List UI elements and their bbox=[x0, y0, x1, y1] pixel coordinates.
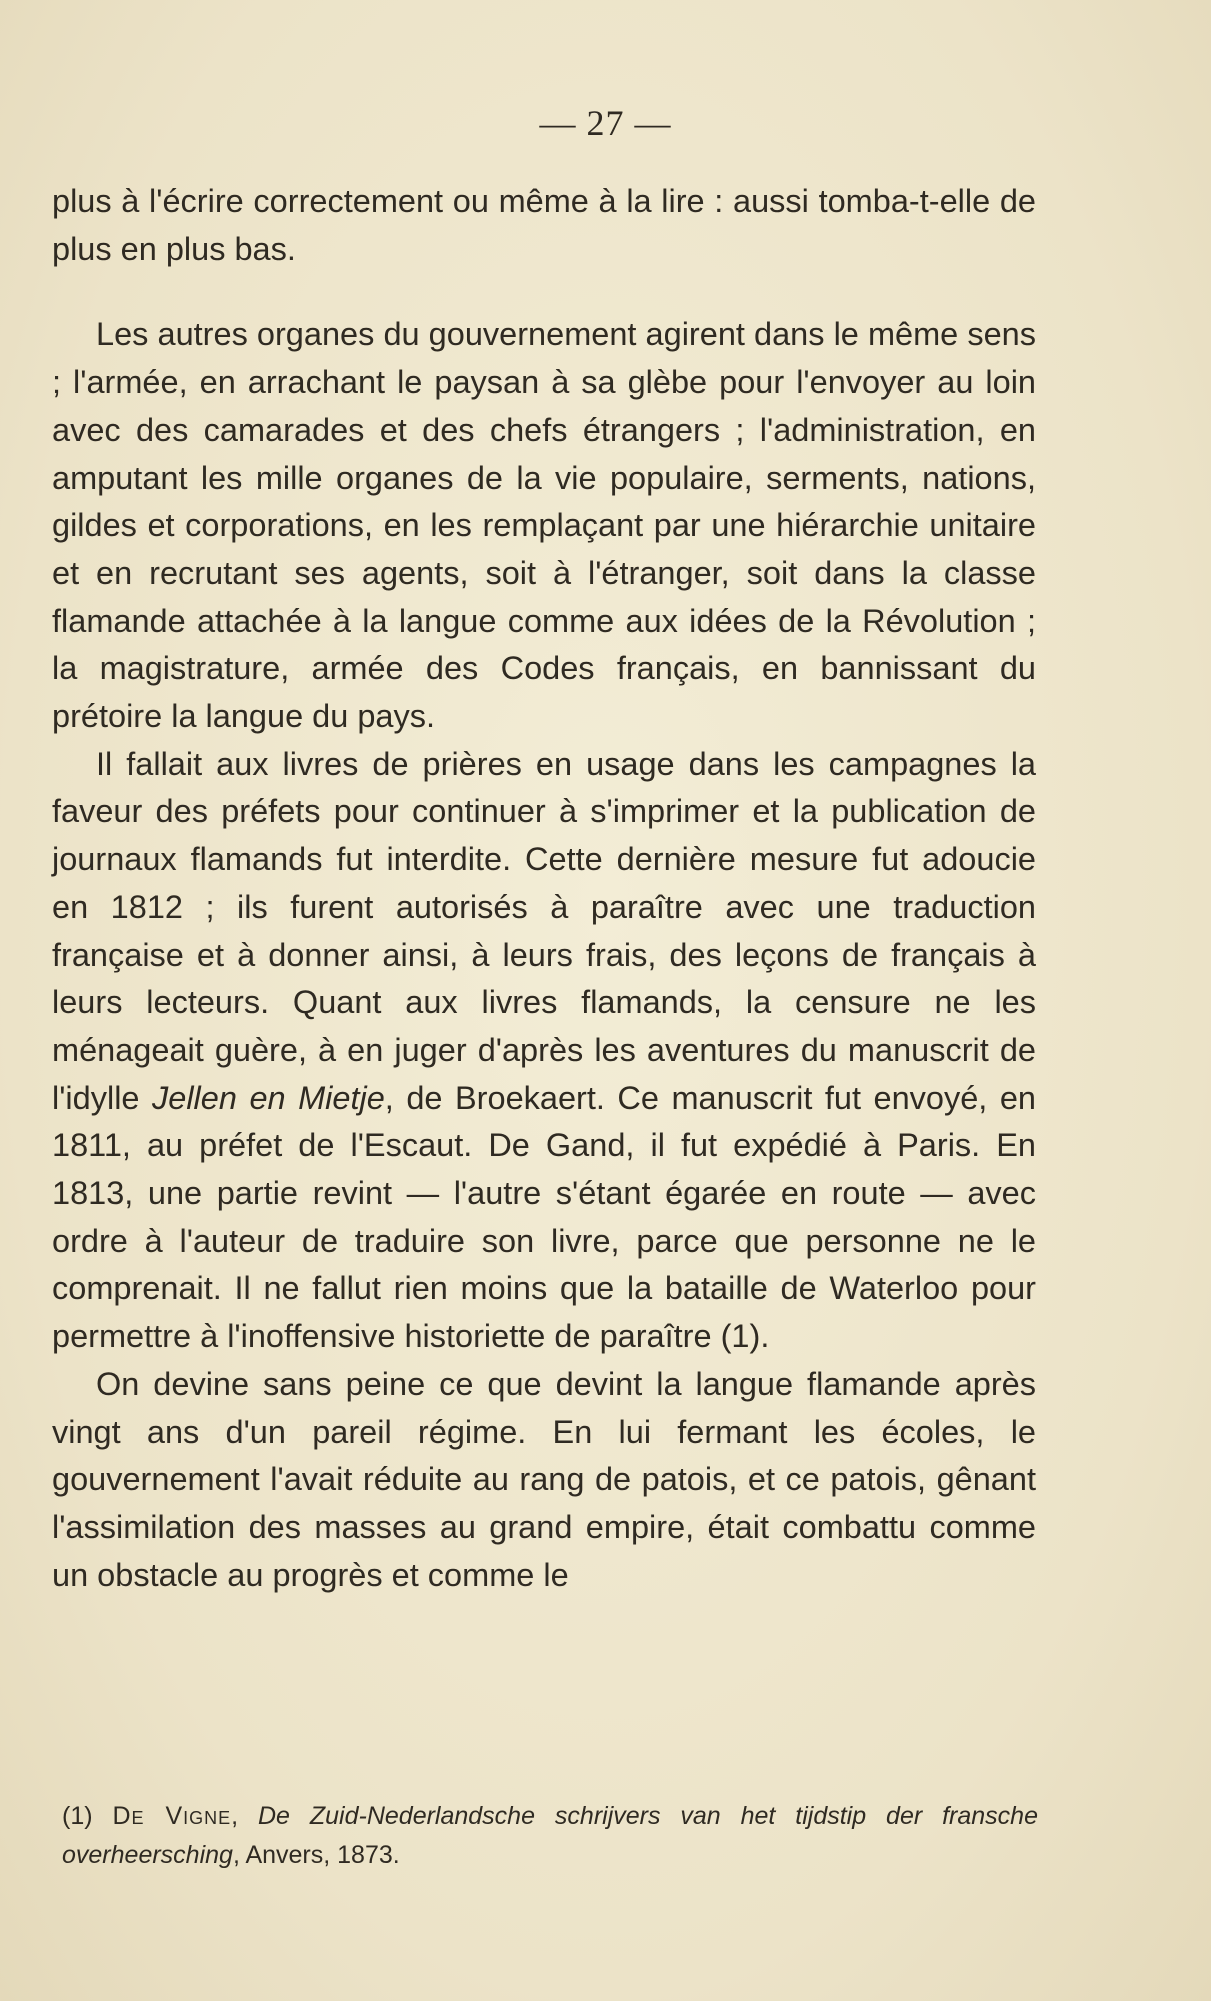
footnote-author: De Vigne bbox=[112, 1802, 232, 1830]
footnote-place: , Anvers, 1873. bbox=[232, 1841, 400, 1869]
body-text bbox=[52, 178, 1036, 1599]
idyll-title: Jellen en Mietje bbox=[152, 1079, 385, 1116]
paragraph-censorship bbox=[52, 741, 1036, 1361]
page-number: — 27 — bbox=[539, 103, 672, 143]
footnote-title: De Zuid-Nederlandsche schrijvers van het tijdstip der fransche overheersching bbox=[62, 1802, 1038, 1869]
paragraph-government-organs: Les autres organes du gouvernement agirent dans le même sens ; l'armée, en arrachant le paysan à sa glèbe pour l'envoyer au loin avec des camarades et des chefs étrangers ; l'administration, en amputant les mille organes de la vie populaire, serments, nations, gildes et corporations, en les remplaçant par une hiérarchie unitaire et en recrutant ses agents, soit à l'étranger, soit dans la classe flamande attachée à la langue comme aux idées de la Révolution ; la magistrature, armée des Codes français, en bannissant du prétoire la langue du pays. bbox=[52, 316, 1036, 735]
paragraph-flemish-language: On devine sans peine ce que devint la langue flamande après vingt ans d'un pareil régime. En lui fermant les écoles, le gouvernement l'avait réduite au rang de patois, et ce patois, gênant l'assimilation des masses au grand empire, était combattu comme un obstacle au progrès et comme le bbox=[52, 1365, 1036, 1593]
footnote-separator: , bbox=[231, 1802, 258, 1830]
paragraph-censorship-rest: , de Broekaert. Ce manuscrit fut envoyé, en 1811, au préfet de l'Escaut. De Gand, il fut expédié à Paris. En 1813, une partie revint — l'autre s'étant égarée en route — avec ordre à l'auteur de traduire son livre, parce que personne ne le comprenait. Il ne fallut rien moins que la bataille de Waterloo pour permettre à l'inoffensive historiette de paraître (1). bbox=[52, 1079, 1036, 1355]
paragraph-censorship-text: Il fallait aux livres de prières en usage dans les campagnes la faveur des préfets pour continuer à s'imprimer et la publication de journaux flamands fut interdite. Cette dernière mesure fut adoucie en 1812 ; ils furent autorisés à paraître avec une traduction française et à donner ainsi, à leurs frais, des leçons de français à leurs lecteurs. Quant aux livres flamands, la censure ne les ménageait guère, à en juger d'après les aventures du manuscrit de l'idylle bbox=[52, 745, 1036, 1116]
footnote bbox=[62, 1797, 1038, 1875]
footnote-marker: (1) bbox=[62, 1802, 113, 1830]
paragraph-continuation: plus à l'écrire correctement ou même à la lire : aussi tomba-t-elle de plus en plus bas. bbox=[52, 183, 1036, 267]
